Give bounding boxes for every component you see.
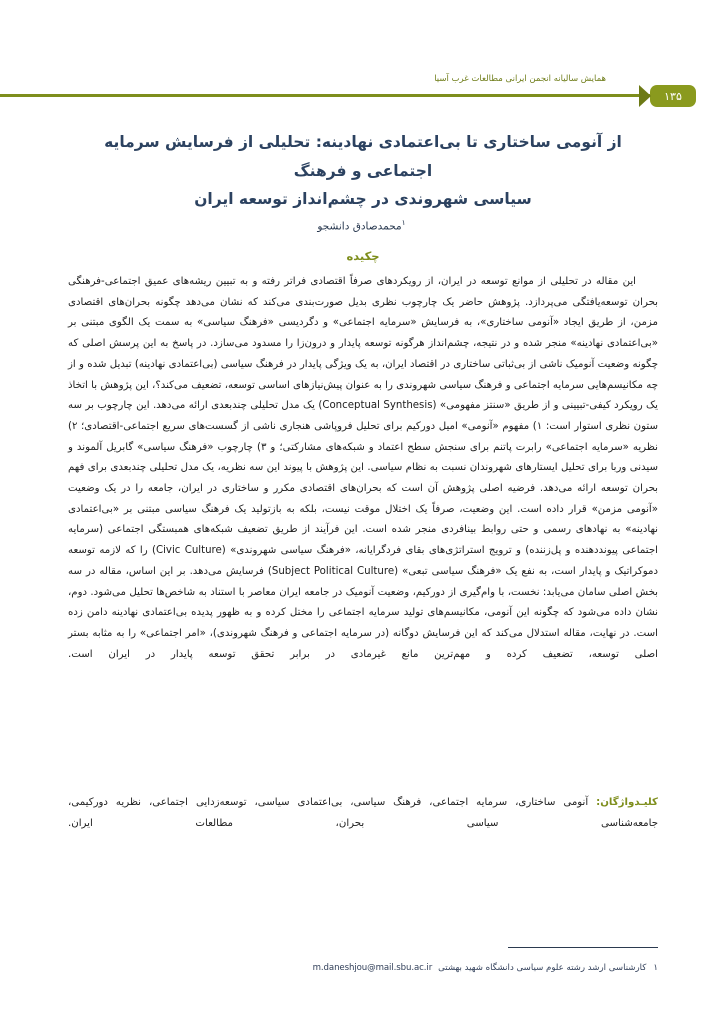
- article-title: [70, 128, 656, 214]
- page-number-label: ۱۳۵: [650, 85, 696, 107]
- keywords-block: [68, 793, 658, 834]
- abstract-body: این مقاله در تحلیلی از موانع توسعه در ایران، از رویکردهای صرفاً اقتصادی فراتر رفته و به تبیین ریشه‌های عمیق اجتماعی-فرهنگی بحران توسعه‌یافتگی می‌پردازد. پژوهش حاضر یک چارچوب نظری بدیل صورت‌بندی می‌کند که نشان می‌دهد چگونه بحران‌های اقتصادی مزمن، از طریق ایجاد «آنومی ساختاری»، به فرسایش «سرمایه اجتماعی» و دگردیسی «فرهنگ سیاسی» به سمت یک الگوی مبتنی بر «بی‌اعتمادی نهادینه» منجر شده و در نتیجه، چشم‌انداز هرگونه توسعه پایدار و درون‌زا را مسدود می‌سازد. در پاسخ به این پرسش اصلی که چگونه وضعیت آنومیک ناشی از بی‌ثباتی ساختاری در اقتصاد ایران، به یک ویژگی پایدار در فرهنگ سیاسی (بی‌اعتمادی نهادینه) تبدیل شده و از چه مکانیسم‌هایی سرمایه اجتماعی و فرهنگ سیاسی شهروندی را به عنوان پیش‌نیازهای اساسی توسعه، تضعیف می‌کند؟، این پژوهش با اتخاذ یک رویکرد کیفی-تبیینی و از طریق «سنتز مفهومی» (Conceptual Synthesis) یک مدل تحلیلی چندبعدی ارائه می‌دهد. این چارچوب بر سه ستون نظری استوار است: ۱) مفهوم «آنومی» امیل دورکیم برای تحلیل فروپاشی هنجاری ناشی از گسست‌های سریع اجتماعی-اقتصادی؛ ۲) نظریه «سرمایه اجتماعی» رابرت پاتنم برای سنجش سطح اعتماد و شبکه‌های مشارکتی؛ و ۳) چارچوب «فرهنگ سیاسی» گابریل آلموند و سیدنی وربا برای تحلیل ایستارهای شهروندان نسبت به نظام سیاسی. این پژوهش با پیوند این سه نظریه، یک مدل تحلیلی چندبعدی برای فهم بحران توسعه ارائه می‌دهد. فرضیه اصلی پژوهش آن است که بحران‌های اقتصادی مکرر و ساختاری در ایران، جامعه را در یک وضعیت «آنومی مزمن» قرار داده است. این وضعیت، صرفاً یک اختلال موقت نیست، بلکه به بازتولید یک فرهنگ سیاسی مبتنی بر «بی‌اعتمادی نهادینه» به نهادهای رسمی و حتی روابط بینافردی منجر شده است. این فرآیند از طریق تضعیف شبکه‌های همبستگی اجتماعی (سرمایه اجتماعی پیونددهنده و پل‌زننده) و ترویج استراتژی‌های بقای فردگرایانه، «فرهنگ سیاسی شهروندی» (Civic Culture) را که لازمه توسعه دموکراتیک و پایدار است، به نفع یک «فرهنگ سیاسی تبعی» (Subject Political Culture) فرسایش می‌دهد. بر این اساس، مقاله در سه بخش اصلی سامان می‌یابد: نخست، با وام‌گیری از دورکیم، وضعیت آنومیک در جامعه ایران معاصر با استناد به شاخص‌ها تحلیل می‌شود. دوم، نشان داده می‌شود که چگونه این آنومی، مکانیسم‌های تولید سرمایه اجتماعی را مختل کرده و به ظهور پدیده بی‌اعتمادی نهادینه دامن زده است. در نهایت، مقاله استدلال می‌کند که این فرسایش دوگانه (در سرمایه اجتماعی و فرهنگ شهروندی)، «امر اجتماعی» را به مثابه بستر اصلی توسعه، تضعیف کرده و مهم‌ترین مانع غیرمادی در برابر تحقق توسعه پایدار در ایران است.: [68, 276, 658, 660]
- footnote-email[interactable]: m.daneshjou@mail.sbu.ac.ir: [312, 963, 433, 974]
- badge-arrow-icon: [639, 85, 651, 107]
- keywords-text: آنومی ساختاری، سرمایه اجتماعی، فرهنگ سیاسی، بی‌اعتمادی سیاسی، توسعه‌زدایی اجتماعی، نظریه دورکیمی، جامعه‌شناسی سیاسی بحران، مطالعات ایران.: [68, 797, 658, 829]
- footnote-block: [68, 961, 658, 976]
- author-name: محمدصادق دانشجو: [317, 220, 402, 233]
- footnote-separator: [508, 947, 658, 948]
- author-footnote-marker: ۱: [401, 218, 406, 227]
- page-number-badge: [639, 85, 696, 107]
- footnote-marker: ۱: [653, 963, 658, 974]
- footnote-affiliation: کارشناسی ارشد رشته علوم سیاسی دانشگاه شهید بهشتی: [438, 963, 647, 974]
- running-header: [0, 74, 726, 108]
- article-title-line-1: از آنومی ساختاری تا بی‌اعتمادی نهادینه: تحلیلی از فرسایش سرمایه اجتماعی و فرهنگ: [104, 133, 622, 180]
- article-title-line-2: سیاسی شهروندی در چشم‌انداز توسعه ایران: [194, 190, 532, 209]
- author-block: [0, 218, 726, 233]
- header-divider-rule: [0, 94, 690, 97]
- keywords-label: کلیـدواژگان:: [596, 797, 658, 808]
- running-header-title: همایش سالیانه انجمن ایرانی مطالعات غرب آسیا: [434, 74, 606, 84]
- abstract-heading: چکیده: [346, 249, 380, 263]
